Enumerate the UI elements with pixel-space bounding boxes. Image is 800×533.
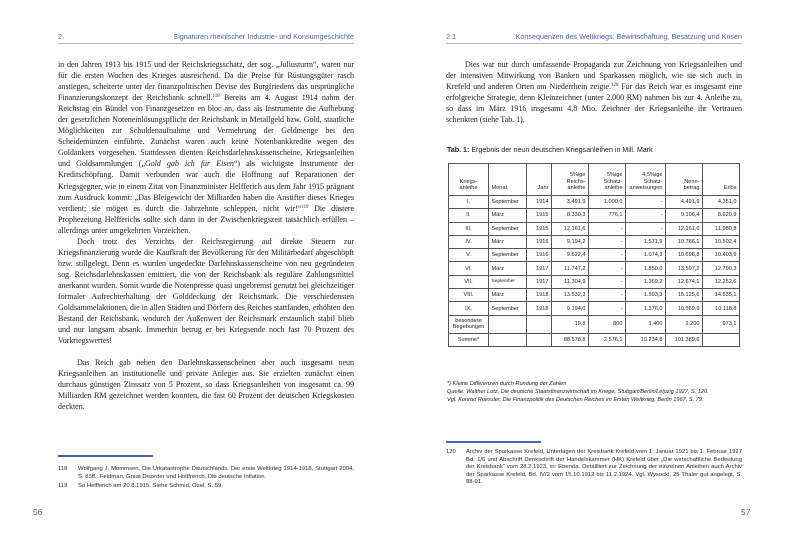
table-cell: 88.578,8	[552, 333, 589, 346]
table-cell: 1.571,9	[626, 235, 666, 248]
footnote-ref[interactable]: 118	[212, 94, 220, 100]
table-cell: 1917	[527, 275, 552, 288]
table-cell: 1917	[527, 262, 552, 275]
table-cell: 1918	[527, 289, 552, 302]
footnote-number: 120	[446, 449, 456, 455]
table-cell: besondere Begebungen	[449, 315, 489, 333]
table-notes	[447, 381, 709, 404]
footnote-rule	[58, 455, 153, 457]
table-cell: 19,8	[552, 315, 589, 333]
body-text	[446, 59, 742, 125]
table-cell	[703, 333, 740, 346]
table-cell: 1914	[527, 196, 552, 209]
footnote-text: Archiv der Sparkasse Krefeld, Unterlagen der Kreisbank Krefeld vom 1. Januar 1921 bis 1. Februar 1927 Bd. 1/6 und Abschrift Denkschrift der Handelskammer (HK) Krefeld über „Die wirtschaftliche Bedeutung der Kreisbank“ vom 28.2.1923, in: Ebenda. Detailliert zur Zeichnung der einzelnen Anleihen auch Archiv der Sparkasse Krefeld, Bd. IV/2 vom 15.10.1912 bis 11.2.1924. Vgl. Wysocki, 25 Thaler gut angelegt, S. 88-91.	[466, 449, 742, 486]
table-row	[449, 235, 740, 248]
table-row	[449, 302, 740, 315]
table-cell: -	[626, 196, 666, 209]
table-cell: 973,1	[703, 315, 740, 333]
table-cell: 1.369,2	[626, 275, 666, 288]
column-header: 5%ige Schatz- anleihe	[589, 164, 626, 196]
paragraph: Doch trotz des Verzichts der Reichsregierung auf direkte Steuern zur Kriegsfinanzierung wurde die Kaufkraft der Bevölkerung für den Militärbedarf abgeschöpft bzw. stillgelegt. Denn es wurden ungedeckte Darlehnskassenscheine von neu gegründeten sog. Reichsdarlehnskassen emittiert, die von der Reichsbank als reguläre Zahlungsmittel anerkannt wurden. Somit wurde die Notenpresse quasi ungebremst genutzt bei gleichzeitiger formaler Aufrechterhaltung der Golddeckung der Reichsmark. Die verschiedensten Goldsammelaktionen, die in allen Städten und Dörfern des Reiches stattfanden, erhöhten den Bestand der Reichsbank, wodurch der Außenwert der Reichsmark erstaunlich stabil blieb und nur langsam absank. Immerhin betrug er bei Kriegsende noch fast 70 Prozent des Vorkriegswertes!	[58, 236, 354, 346]
table-cell: 12.674,1	[666, 275, 703, 288]
table-cell: 3.491,9	[552, 196, 589, 209]
table-cell: 1918	[527, 302, 552, 315]
table-row	[449, 249, 740, 262]
table-cell: V.	[449, 249, 489, 262]
table-cell: Summe*	[449, 333, 489, 346]
page-number: 57	[741, 507, 751, 517]
column-header: Kriegs- anleihe	[449, 164, 489, 196]
table-cell: 13.597,2	[666, 262, 703, 275]
table-cell	[527, 333, 552, 346]
table-cell: 9.194,2	[552, 235, 589, 248]
table-cell: 1.074,3	[626, 249, 666, 262]
column-header: Nenn- betrag	[666, 164, 703, 196]
footnote-number: 118	[58, 466, 68, 472]
section-number: 2.	[58, 32, 64, 41]
table-cell: -	[589, 222, 626, 235]
table-cell: III.	[449, 222, 489, 235]
footnote-text: Wolfgang J. Mommsen, Die Urkatastrophe Deutschlands. Der erste Weltkrieg 1914-1918, Stuttgart 2004, S. 83ff.; Feldman, Great Disorder und Holtfrerich, Die deutsche Inflation.	[78, 466, 354, 480]
footnote-number: 119	[58, 483, 68, 490]
table-cell: September	[489, 275, 527, 288]
table-cell: 2.576,1	[589, 333, 626, 346]
table-source: Vgl. Konrad Roessler, Die Finanzpolitik des Deutschen Reiches im Ersten Weltkrieg, Berlin 1967, S. 79.	[447, 396, 704, 403]
table-cell: 10.234,8	[626, 333, 666, 346]
footnote-ref[interactable]: 120	[611, 83, 619, 89]
paragraph: Dies war nur durch umfassende Propaganda zur Zeichnung von Kriegsanleihen und der intensiven Mitwirkung von Banken und Sparkassen möglich, wie sie sich auch in Krefeld und anderen Orten am Niederrhein zeigte.$^{120}$ Für das Reich war es insgesamt eine erfolgreiche Strategie, denn Kleinzeichner (unter 2.000 RM) nahmen bis zur 4. Anleihe zu, so dass im März 1916 insgesamt 4,8 Mio. Zeichner der Kriegsanleihe ihr Vertrauen schenkten (siehe Tab. 1).	[446, 60, 742, 125]
war-bonds-table	[448, 163, 740, 347]
running-head-title: Konsequenzen des Weltkriegs: Bewirtschaftung, Besatzung und Krisen	[515, 32, 742, 41]
table-cell: 800	[589, 315, 626, 333]
table-cell: -	[589, 275, 626, 288]
table-cell: II.	[449, 209, 489, 222]
table-row	[449, 209, 740, 222]
table-cell: -	[626, 209, 666, 222]
column-header: Erlös	[703, 164, 740, 196]
right-page	[400, 0, 800, 533]
footnote	[446, 449, 742, 487]
table-cell: 10.118,8	[703, 302, 740, 315]
table-cell: 9.106,4	[666, 209, 703, 222]
table-cell: 4.491,9	[666, 196, 703, 209]
table-cell: 1.593,3	[626, 289, 666, 302]
table-row	[449, 275, 740, 288]
table-cell: 10.569,9	[666, 302, 703, 315]
table-cell: September	[489, 222, 527, 235]
running-head	[58, 32, 354, 44]
table-cell: 10.766,1	[666, 235, 703, 248]
table-cell: 1916	[527, 249, 552, 262]
column-header: 5%ige Reichs- anleihe	[552, 164, 589, 196]
table-cell: 13.532,3	[552, 289, 589, 302]
table-cell: VIII.	[449, 289, 489, 302]
footnote-text: So Helfferich am 20.8.1915. Siehe Schmid, Osel, S. 59.	[78, 483, 223, 490]
table-cell: 9.194,0	[552, 302, 589, 315]
table-cell: 1915	[527, 209, 552, 222]
table-cell: 10.403,9	[703, 249, 740, 262]
section-number: 2.1	[446, 32, 456, 41]
table-row	[449, 262, 740, 275]
table-cell	[489, 315, 527, 333]
footnote	[58, 466, 354, 481]
table-cell: September	[489, 302, 527, 315]
paragraph: Das Reich gab neben den Darlehnskassenscheinen aber auch insgesamt neun Kriegsanleihen an institutionelle und private Anleger aus. Sie erzielten zunächst einen durchaus günstigen Zinssatz von 5 Prozent, so dass Kriegsanleihen von insgesamt ca. 99 Milliarden RM gezeichnet werden konnten, die fast 60 Prozent der deutschen Kriegskosten deckten.	[58, 358, 354, 412]
footnotes	[58, 466, 354, 493]
table-cell: -	[626, 222, 666, 235]
table-cell: 776,1	[589, 209, 626, 222]
table-cell: 11.980,8	[703, 222, 740, 235]
table-cell: September	[489, 196, 527, 209]
table-note: *) Kleine Differenzen durch Rundung der Zahlen	[447, 381, 567, 387]
table-cell: 10.502,4	[703, 235, 740, 248]
column-header: 4,5%ige Schatz- anweisungen	[626, 164, 666, 196]
footnotes	[446, 449, 742, 489]
table-cell: IX.	[449, 302, 489, 315]
table-cell: 1916	[527, 235, 552, 248]
table-cell: 101.389,6	[666, 333, 703, 346]
table-cell: 1915	[527, 222, 552, 235]
table-cell: 15.125,6	[666, 289, 703, 302]
column-header: Monat	[489, 164, 527, 196]
table-cell: -	[589, 289, 626, 302]
running-head-title: Signaturen rheinischer Industrie- und Konsumgeschichte	[173, 32, 354, 41]
table-cell: IV.	[449, 235, 489, 248]
table-cell: 4.351,0	[703, 196, 740, 209]
table-cell: -	[589, 262, 626, 275]
table-header-row	[449, 164, 740, 196]
table-cell: -	[589, 249, 626, 262]
body-text	[58, 59, 354, 412]
table-cell	[527, 315, 552, 333]
table-cell: 14.635,1	[703, 289, 740, 302]
table-cell: März	[489, 262, 527, 275]
footnote-ref[interactable]: 119	[301, 204, 309, 210]
table-cell	[489, 333, 527, 346]
table-cell: März	[489, 289, 527, 302]
table-cell: 1.850,0	[626, 262, 666, 275]
table-cell: 1.400	[626, 315, 666, 333]
table-cell: -	[589, 235, 626, 248]
table-cell: 11.304,9	[552, 275, 589, 288]
table-label: Tab. 1:	[447, 146, 470, 154]
table-cell: 12.161,6	[666, 222, 703, 235]
table-row	[449, 333, 740, 346]
table-cell: September	[489, 249, 527, 262]
table-cell: 12.790,3	[703, 262, 740, 275]
table-source: Quelle: Walther Lotz, Die deutsche Staatsfinanzwirtschaft im Kriege, Stuttgart/Berlin/Leipzig 1927, S. 120.	[447, 388, 709, 395]
table-cell: I.	[449, 196, 489, 209]
table-row	[449, 315, 740, 333]
paragraph: in den Jahren 1913 bis 1915 und der Reichskriegsschatz, der sog. „Juliusturm“, waren nur für die ersten Wochen des Krieges ausreichend. Da die Preise für Rüstungsgüter rasch anstiegen, scheiterte unter der finanzpolitischen Devise des Burgfriedens das ursprüngliche Finanzierungskonzept der Reichsbank schnell.$^{118}$ Bereits am 4. August 1914 nahm der Reichstag ein Bündel von Finanzgesetzen en bloc an, dass als Instrumente die Aufhebung der gesetzlichen Noteneinlösungspflicht der Reichsbank in Metallgeld bzw. Gold, staatliche Möglichkeiten zur Schuldenaufnahme und Vermehrung der Geldmenge bei den Scheidemünzen einführte. Zunächst waren auch keine Notenbankkredite wegen des Goldankers vorgesehen. Stattdessen dienten Reichsdarlehnskassenscheine, Kriegsanleihen und Goldsammlungen („Gold gab ich für Eisen“) als wichtigste Instrumente der Kreditschöpfung. Damit verbunden war auch die Hoffnung auf Reparationen der Kriegsgegner, wie in einem Zitat von Finanzminister Helfferich aus dem Jahr 1915 prägnant zum Ausdruck kommt: „Das Bleigewicht der Milliarden haben die Anstifter dieses Krieges verdient; sie mögen es durch die Jahrzehnte schleppen, nicht wir!“$^{119}$ Die düstere Prophezeiung Helfferichs sollte sich dann in der Zwischenkriegszeit tatsächlich erfüllen – allerdings unter umgekehrten Vorzeichen.	[58, 60, 354, 235]
table-title: Ergebnis der neun deutschen Kriegsanleihen in Mill. Mark	[471, 146, 653, 154]
table-cell: 12.161,6	[552, 222, 589, 235]
table-cell: März	[489, 235, 527, 248]
table-cell: 1.000,0	[589, 196, 626, 209]
table-cell: -	[589, 302, 626, 315]
table-cell: 1.376,0	[626, 302, 666, 315]
table-cell: 8.920,9	[703, 209, 740, 222]
table-row	[449, 196, 740, 209]
table-cell: 11.747,2	[552, 262, 589, 275]
table-cell: 9.622,4	[552, 249, 589, 262]
table-cell: 8.330,3	[552, 209, 589, 222]
footnote	[58, 483, 354, 491]
footnote-rule	[446, 441, 541, 443]
table-cell: März	[489, 209, 527, 222]
page-number: 56	[33, 507, 43, 517]
table-caption	[447, 146, 653, 154]
running-head	[446, 32, 742, 44]
table-row	[449, 289, 740, 302]
table-row	[449, 222, 740, 235]
column-header: Jahr	[527, 164, 552, 196]
table-cell: VI.	[449, 262, 489, 275]
table-cell: 10.696,8	[666, 249, 703, 262]
table-cell: VII.	[449, 275, 489, 288]
table-cell: 2.200	[666, 315, 703, 333]
table-cell: 12.252,6	[703, 275, 740, 288]
